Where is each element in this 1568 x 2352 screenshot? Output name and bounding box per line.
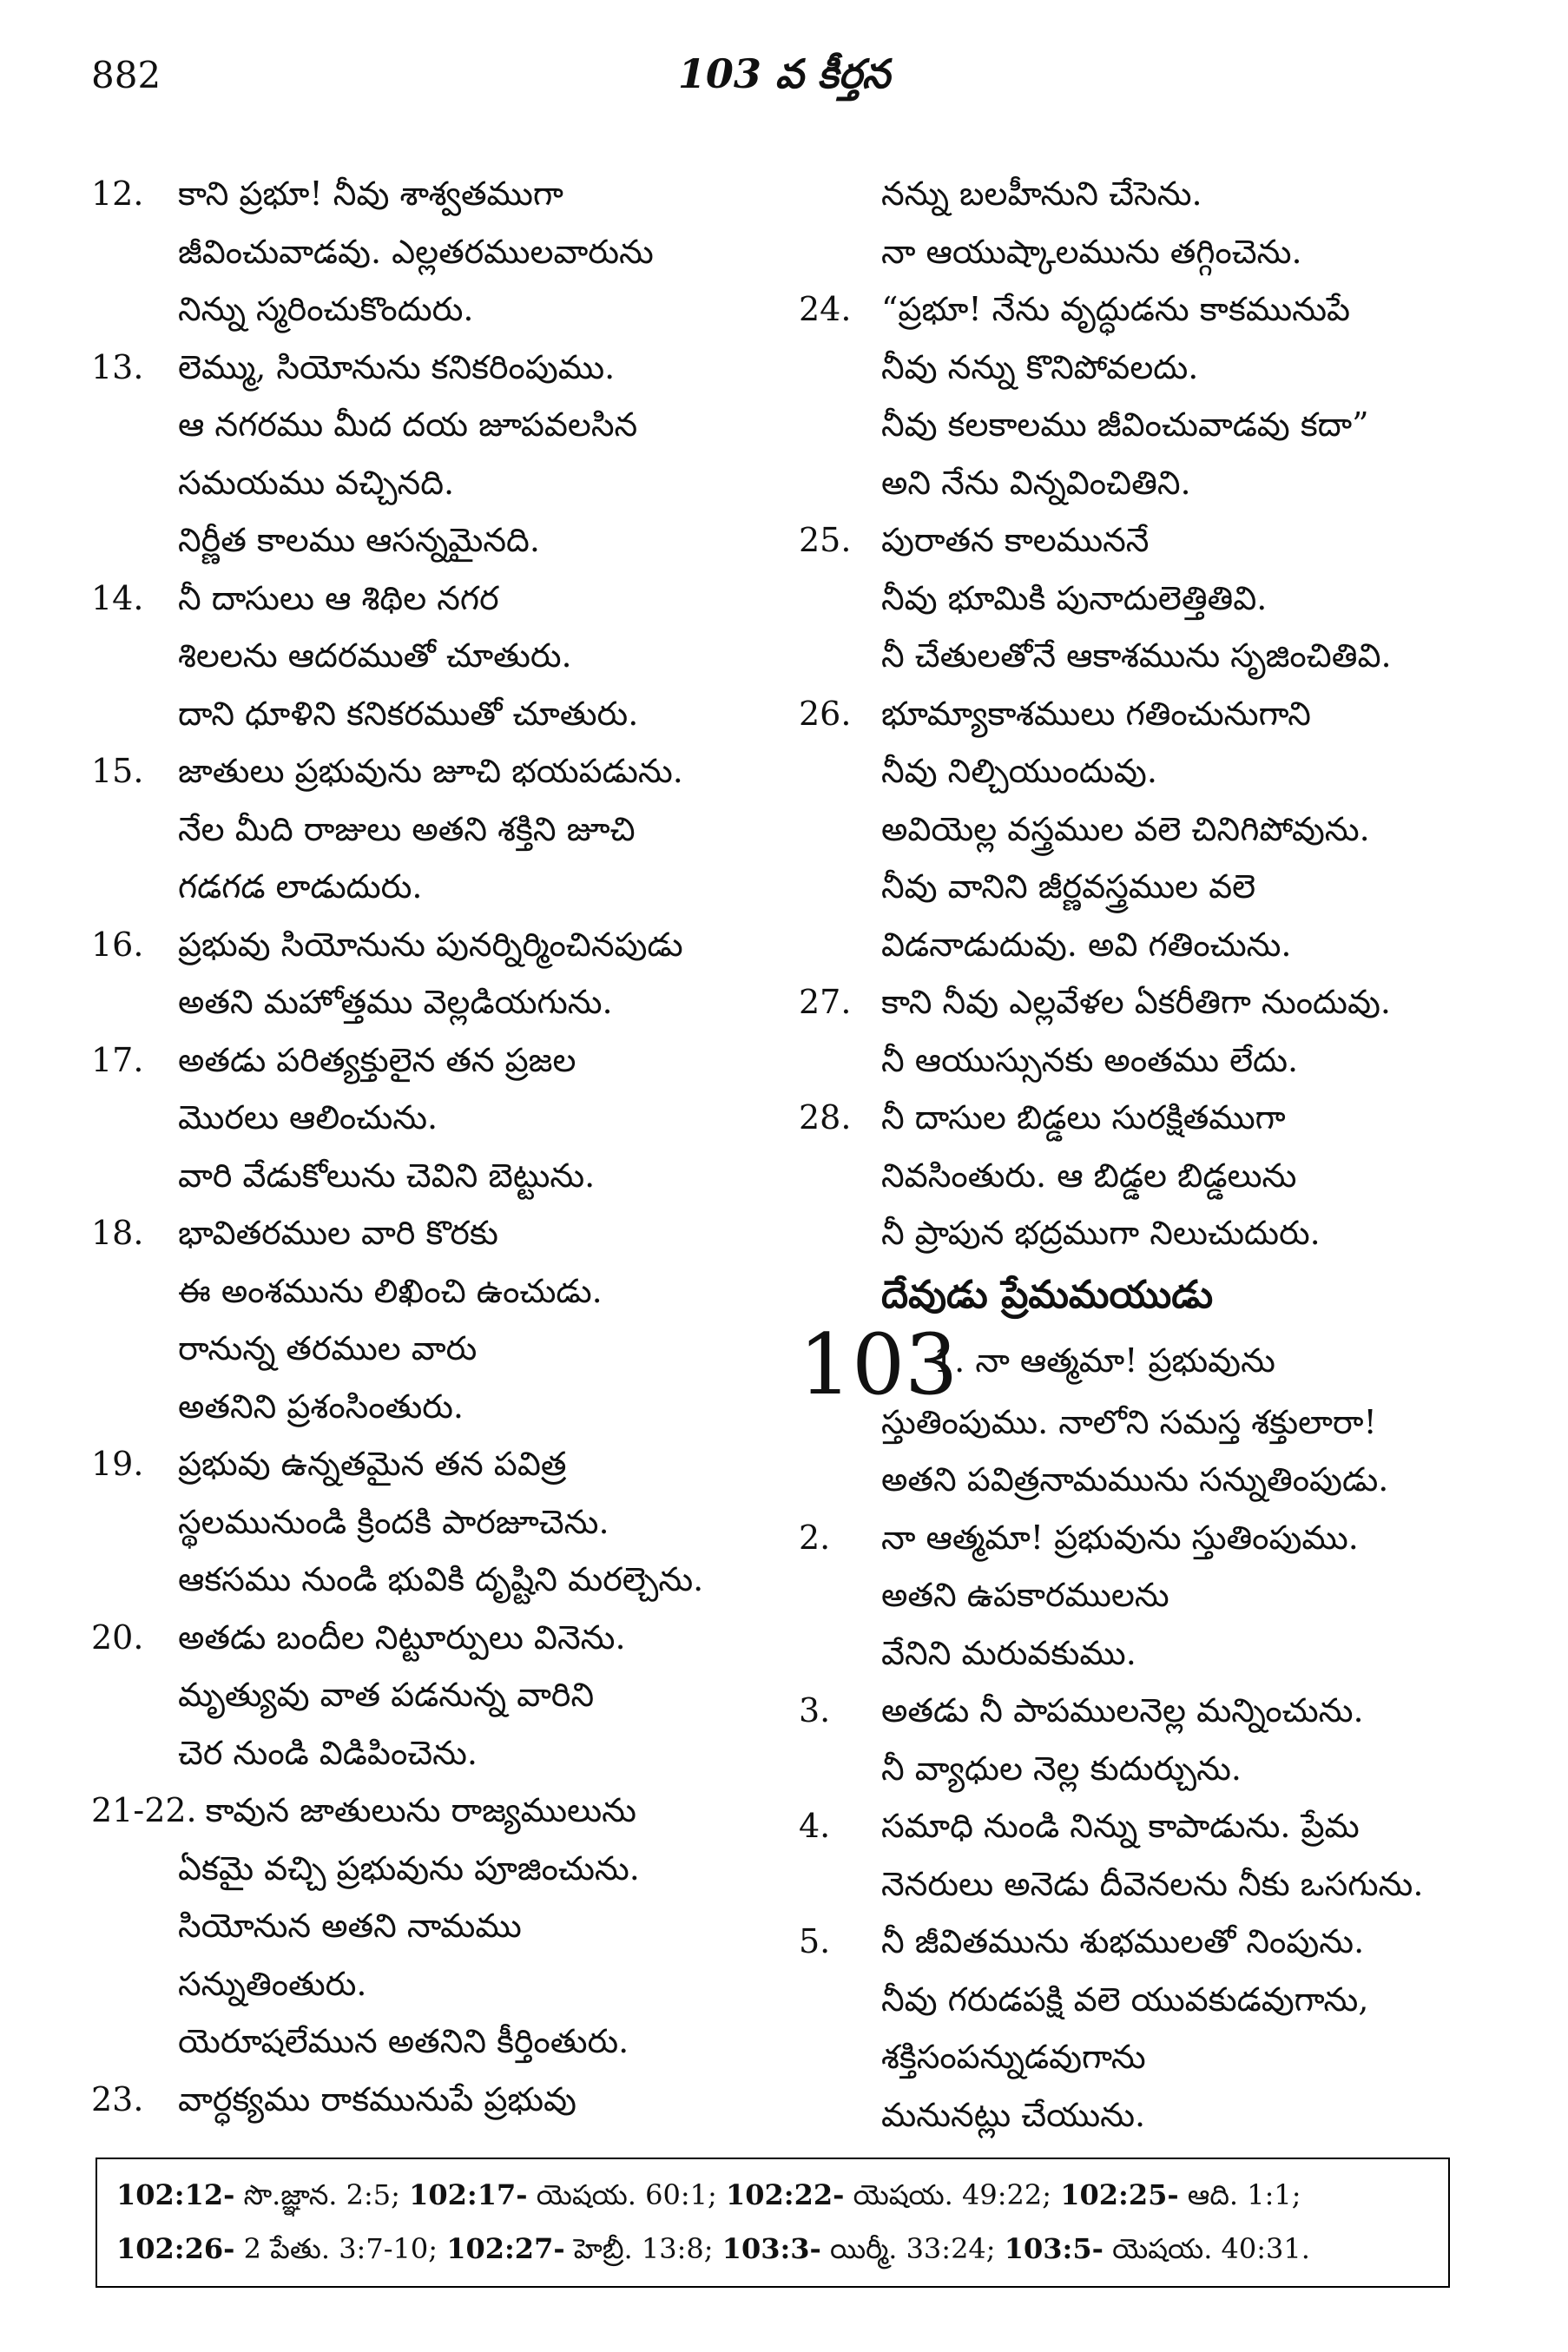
verse-text: కాని ప్రభూ! నీవు శాశ్వతముగా — [178, 175, 563, 213]
right-column — [799, 165, 1476, 2144]
verse-text: అతని పవిత్రనామమును సన్నుతింపుడు. — [881, 1460, 1389, 1499]
reference-source: ఆది. 1:1; — [1178, 2178, 1301, 2211]
verse-text: అతడు బందీల నిట్టూర్పులు వినెను. — [178, 1617, 626, 1657]
verse-line — [799, 1566, 1476, 1624]
verse-line — [799, 223, 1476, 281]
verse-text: నీ దాసులు ఆ శిథిల నగర — [178, 578, 499, 617]
verse-number: 5. — [799, 1922, 831, 1960]
verse-number: 21-22. — [91, 1791, 197, 1829]
verse-line — [799, 1740, 1476, 1798]
reference-key: 102:27- — [446, 2232, 565, 2265]
verse-text: వేనిని మరువకుము. — [881, 1633, 1136, 1672]
reference-source: యిర్మీ. 33:24; — [820, 2232, 1005, 2265]
verse-text: శిలలను ఆదరముతో చూతురు. — [178, 636, 572, 675]
verse-line — [799, 1204, 1476, 1262]
verse-number: 13. — [91, 347, 144, 386]
verse-line — [799, 396, 1476, 454]
verse-number: 12. — [91, 175, 144, 213]
verse-text: అతని ఉపకారములను — [881, 1576, 1169, 1614]
verse-text: లెమ్ము, సియోనును కనికరింపుము. — [178, 347, 616, 386]
verse-text: నీవు కలకాలము జీవించువాడవు కదా” — [881, 405, 1369, 444]
left-column — [91, 165, 768, 2128]
verse-number: 17. — [91, 1040, 144, 1079]
verse-number: 28. — [799, 1098, 852, 1136]
verse-number: 26. — [799, 694, 852, 733]
verse-text: సియోనున అతని నామము — [178, 1907, 522, 1945]
verse-text: నివసింతురు. ఆ బిడ్డల బిడ్డలును — [881, 1156, 1297, 1195]
verse-line — [91, 2013, 768, 2071]
verse-number: 24. — [799, 290, 852, 328]
verse-text: అని నేను విన్నవించితిని. — [881, 463, 1191, 502]
reference-source: సొ.జ్ఞాన. 2:5; — [234, 2178, 410, 2211]
verse-text: భావితరముల వారి కొరకు — [178, 1214, 498, 1252]
verse-line — [91, 280, 768, 339]
verse-line — [91, 1262, 768, 1321]
verse-line — [799, 1451, 1476, 1509]
verse-text: విడనాడుదువు. అవి గతించును. — [881, 925, 1292, 964]
reference-source: యెషయ. 60:1; — [527, 2178, 726, 2211]
verse-line — [91, 1089, 768, 1147]
verse-number: 23. — [91, 2079, 144, 2118]
reference-key: 103:3- — [721, 2232, 821, 2265]
verse-line — [799, 742, 1476, 800]
verse-text: అవియెల్ల వస్త్రముల వలె చినిగిపోవును. — [881, 809, 1370, 848]
verse-line — [91, 1666, 768, 1724]
verse-line — [91, 339, 768, 397]
verse-text: మనునట్లు చేయును. — [881, 2095, 1146, 2134]
verse-number: 4. — [799, 1807, 831, 1845]
verse-text: కాని నీవు ఎల్లవేళల ఏకరీతిగా నుందువు. — [881, 983, 1391, 1021]
verse-number: 27. — [799, 983, 852, 1021]
verse-text: యెరూషలేమున అతనిని కీర్తింతురు. — [178, 2022, 629, 2060]
verse-line — [799, 1913, 1476, 1971]
verse-line — [799, 570, 1476, 628]
reference-source: 2 పేతు. 3:7-10; — [234, 2232, 447, 2265]
verse-line — [91, 165, 768, 223]
verse-line — [91, 685, 768, 743]
verse-text: జాతులు ప్రభువును జూచి భయపడును. — [178, 752, 683, 790]
verse-line — [91, 570, 768, 628]
verse-line — [799, 1682, 1476, 1740]
verse-text: కావున జాతులును రాజ్యములును — [205, 1791, 636, 1829]
verse-text: నెనరులు అనెడు దీవెనలను నీకు ఒసగును. — [881, 1864, 1424, 1903]
verse-line — [799, 165, 1476, 223]
verse-line — [799, 685, 1476, 743]
verse-line — [91, 627, 768, 685]
verse-text: నా ఆయుష్కాలమును తగ్గించెను. — [881, 232, 1302, 271]
verse-text: అతనిని ప్రశంసింతురు. — [178, 1387, 464, 1426]
verse-text: నీ చేతులతోనే ఆకాశమును సృజించితివి. — [881, 636, 1392, 675]
section-heading: దేవుడు ప్రేమమయుడు — [881, 1272, 1214, 1317]
verse-text: నీవు వానిని జీర్ణవస్త్రముల వలె — [881, 867, 1256, 906]
verse-text: మొరలు ఆలించును. — [178, 1098, 438, 1136]
verse-text: సమాధి నుండి నిన్ను కాపాడును. ప్రేమ — [881, 1807, 1360, 1845]
reference-key: 103:5- — [1004, 2232, 1104, 2265]
verse-line — [91, 511, 768, 570]
verse-line — [799, 1971, 1476, 2029]
verse-line — [799, 1031, 1476, 1090]
verse-line — [799, 2086, 1476, 2144]
verse-text: ఆకసము నుండి భువికి దృష్టిని మరల్చెను. — [178, 1560, 704, 1598]
verse-number: 18. — [91, 1214, 144, 1252]
psalm-first-line: 1. నా ఆత్మమా! ప్రభువును — [933, 1341, 1275, 1380]
verse-line — [799, 511, 1476, 570]
reference-source: హెబ్రీ. 13:8; — [564, 2232, 722, 2265]
verse-line — [799, 1509, 1476, 1567]
verse-text: నీవు భూమికి పునాదులెత్తితివి. — [881, 578, 1268, 617]
verse-line — [91, 742, 768, 800]
verse-line — [91, 1724, 768, 1782]
psalm-opening — [799, 1315, 1476, 1413]
verse-line — [799, 280, 1476, 339]
verse-text: నా ఆత్మమా! ప్రభువును స్తుతింపుము. — [881, 1518, 1359, 1557]
verse-text: నీ వ్యాధుల నెల్ల కుదుర్చును. — [881, 1749, 1242, 1788]
verse-text: నిన్ను స్మరించుకొందురు. — [178, 290, 474, 328]
verse-line — [799, 339, 1476, 397]
verse-text: స్థలమునుండి క్రిందకి పారజూచెను. — [178, 1502, 609, 1541]
verse-line — [91, 800, 768, 859]
verse-line — [799, 454, 1476, 512]
verse-text: నీ ఆయుస్సునకు అంతము లేదు. — [881, 1040, 1299, 1079]
verse-line — [799, 1147, 1476, 1205]
verse-line — [799, 1089, 1476, 1147]
verse-number: 3. — [799, 1691, 831, 1729]
reference-key: 102:12- — [116, 2178, 235, 2211]
verse-line — [91, 1782, 768, 1840]
verse-text: దాని ధూళిని కనికరముతో చూతురు. — [178, 694, 639, 733]
verse-line — [91, 1955, 768, 2013]
verse-text: గడగడ లాడుదురు. — [178, 867, 423, 906]
verse-line — [91, 223, 768, 281]
page-number: 882 — [91, 54, 161, 96]
reference-key: 102:26- — [116, 2232, 235, 2265]
verse-text: నిర్ణీత కాలము ఆసన్నమైనది. — [178, 521, 540, 559]
verse-text: అతడు పరిత్యక్తులైన తన ప్రజల — [178, 1040, 576, 1079]
verse-line — [799, 1393, 1476, 1452]
verse-line — [799, 2028, 1476, 2086]
verse-line — [91, 2071, 768, 2129]
verse-line — [799, 916, 1476, 974]
verse-number: 25. — [799, 521, 852, 559]
verse-text: నీవు నిల్చియుందువు. — [881, 752, 1157, 790]
verse-line — [91, 1378, 768, 1436]
verse-text: నీవు గరుడపక్షి వలె యువకుడవుగాను, — [881, 1980, 1369, 2019]
verse-line — [91, 1840, 768, 1898]
verse-line — [91, 396, 768, 454]
verse-line — [91, 858, 768, 916]
verse-text: “ప్రభూ! నేను వృద్ధుడను కాకమునుపే — [881, 290, 1351, 328]
verse-text: శక్తిసంపన్నుడవుగాను — [881, 2038, 1146, 2076]
verse-text: అతని మహోత్తము వెల్లడియగును. — [178, 983, 613, 1021]
verse-line — [91, 973, 768, 1031]
verse-text: ప్రభువు సియోనును పునర్నిర్మించినపుడు — [178, 925, 683, 964]
verse-line — [91, 1031, 768, 1090]
reference-key: 102:25- — [1060, 2178, 1179, 2211]
verse-text: సన్నుతింతురు. — [178, 1964, 367, 2003]
verse-text: పురాతన కాలముననే — [881, 521, 1150, 559]
verse-line — [91, 916, 768, 974]
verse-number: 20. — [91, 1617, 144, 1657]
cross-references-box — [96, 2158, 1450, 2288]
verse-text: ప్రభువు ఉన్నతమైన తన పవిత్ర — [178, 1445, 567, 1483]
verse-text: నీ ప్రాపున భద్రముగా నిలుచుదురు. — [881, 1214, 1321, 1252]
verse-line — [799, 1624, 1476, 1683]
verse-text: అతడు నీ పాపములనెల్ల మన్నించును. — [881, 1691, 1364, 1729]
verse-text: మృత్యువు వాత పడనున్న వారిని — [178, 1676, 595, 1714]
reference-source: యెషయ. 40:31. — [1103, 2232, 1310, 2265]
verse-text: వార్ధక్యము రాకమునుపే ప్రభువు — [178, 2079, 576, 2118]
verse-number: 2. — [799, 1518, 831, 1557]
verse-line — [799, 858, 1476, 916]
verse-number: 14. — [91, 578, 144, 617]
verse-line — [91, 1320, 768, 1378]
verse-line — [799, 973, 1476, 1031]
right-column-verses-top — [799, 165, 1476, 1262]
reference-key: 102:22- — [725, 2178, 845, 2211]
verse-line — [91, 454, 768, 512]
verse-line — [91, 1435, 768, 1493]
verse-text: రానున్న తరముల వారు — [178, 1329, 478, 1367]
verse-text: భూమ్యాకాశములు గతించునుగాని — [881, 694, 1311, 733]
verse-line — [799, 1855, 1476, 1914]
verse-text: ఈ అంశమును లిఖించి ఉంచుడు. — [178, 1271, 603, 1310]
verse-number: 19. — [91, 1445, 144, 1483]
reference-key: 102:17- — [409, 2178, 528, 2211]
verse-line — [91, 1204, 768, 1262]
verse-line — [91, 1147, 768, 1205]
verse-line — [799, 800, 1476, 859]
verse-line — [91, 1551, 768, 1609]
verse-number: 15. — [91, 752, 144, 790]
verse-line — [799, 1797, 1476, 1855]
verse-text: చెర నుండి విడిపించెను. — [178, 1733, 478, 1772]
reference-line — [116, 2168, 1429, 2222]
verse-line — [91, 1493, 768, 1552]
reference-source: యెషయ. 49:22; — [844, 2178, 1061, 2211]
psalm-number: 103 — [799, 1315, 959, 1413]
page-title: 103 వ కీర్తన — [677, 50, 891, 97]
verse-text: సమయము వచ్చినది. — [178, 463, 455, 502]
verse-text: నీవు నన్ను కొనిపోవలదు. — [881, 347, 1199, 386]
verse-text: నీ జీవితమును శుభములతో నింపును. — [881, 1922, 1365, 1960]
verse-text: ఆ నగరము మీద దయ జూపవలసిన — [178, 405, 638, 444]
verse-number: 16. — [91, 925, 144, 964]
reference-line — [116, 2222, 1429, 2276]
verse-line — [91, 1897, 768, 1955]
verse-text: నీ దాసుల బిడ్డలు సురక్షితముగా — [881, 1098, 1286, 1136]
verse-text: స్తుతింపుము. నాలోని సమస్త శక్తులారా! — [881, 1402, 1377, 1441]
verse-text: జీవించువాడవు. ఎల్లతరములవారును — [178, 232, 654, 271]
verse-line — [799, 627, 1476, 685]
verse-text: నన్ను బలహీనుని చేసెను. — [881, 175, 1202, 213]
verse-text: వారి వేడుకోలును చెవిని బెట్టును. — [178, 1156, 596, 1195]
verse-line — [91, 1609, 768, 1667]
right-column-verses-bottom — [799, 1393, 1476, 2144]
verse-text: నేల మీది రాజులు అతని శక్తిని జూచి — [178, 809, 636, 848]
verse-text: ఏకమై వచ్చి ప్రభువును పూజించును. — [178, 1848, 640, 1888]
